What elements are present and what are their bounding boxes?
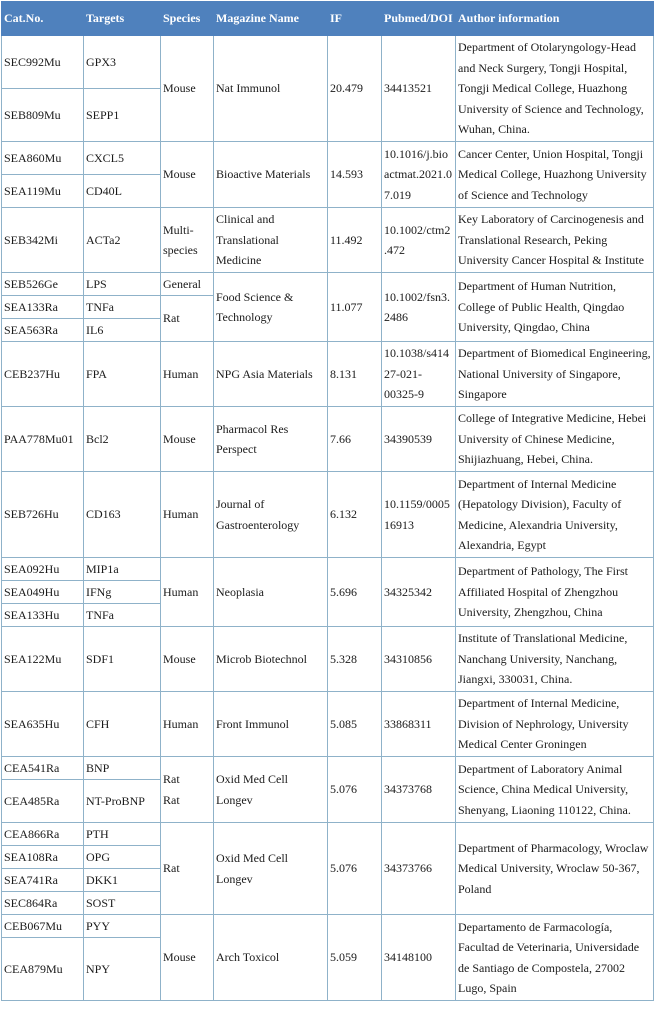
table-row: [2, 142, 654, 175]
author-info-cell: Department of Pathology, The First Affiliated Hospital of Zhengzhou University, Zhengzhou, China: [456, 558, 654, 627]
cat-no-cell: SEB809Mu: [2, 89, 84, 142]
pubmed-doi-cell: 34373768: [382, 757, 456, 823]
table-row: [2, 823, 654, 846]
cat-no-cell: SEA563Ra: [2, 319, 84, 342]
target-cell: PYY: [84, 915, 161, 938]
cat-no-cell: SEB526Ge: [2, 273, 84, 296]
table-row: [2, 472, 654, 558]
author-info-cell: Departamento de Farmacología, Facultad de Veterinaria, Universidade de Santiago de Compostela, 27002 Lugo, Spain: [456, 915, 654, 1001]
target-cell: TNFa: [84, 604, 161, 627]
species-cell: Human: [161, 342, 214, 407]
impact-factor-cell: 5.076: [328, 757, 382, 823]
cat-no-cell: SEA122Mu: [2, 627, 84, 692]
cat-no-cell: CEA541Ra: [2, 757, 84, 780]
target-cell: DKK1: [84, 869, 161, 892]
header-row: [2, 2, 654, 36]
target-cell: CXCL5: [84, 142, 161, 175]
target-cell: IFNg: [84, 581, 161, 604]
author-info-cell: Department of Biomedical Engineering, National University of Singapore, Singapore: [456, 342, 654, 407]
target-cell: Bcl2: [84, 407, 161, 472]
header-species: Species: [161, 2, 214, 36]
magazine-cell: Clinical and Translational Medicine: [214, 208, 328, 273]
table-row: [2, 208, 654, 273]
author-info-cell: Department of Internal Medicine, Division of Nephrology, University Medical Center Groningen: [456, 692, 654, 757]
author-info-cell: Cancer Center, Union Hospital, Tongji Medical College, Huazhong University of Science and Technology: [456, 142, 654, 208]
cat-no-cell: CEB237Hu: [2, 342, 84, 407]
species-cell: General: [161, 273, 214, 296]
magazine-cell: Microb Biotechnol: [214, 627, 328, 692]
cat-no-cell: SEA092Hu: [2, 558, 84, 581]
target-cell: NT-ProBNP: [84, 780, 161, 823]
pubmed-doi-cell: 34310856: [382, 627, 456, 692]
author-info-cell: Institute of Translational Medicine, Nanchang University, Nanchang, Jiangxi, 330031, China.: [456, 627, 654, 692]
cat-no-cell: CEA879Mu: [2, 938, 84, 1001]
species-cell: Human: [161, 472, 214, 558]
impact-factor-cell: 20.479: [328, 36, 382, 142]
target-cell: BNP: [84, 757, 161, 780]
author-info-cell: Department of Laboratory Animal Science, China Medical University, Shenyang, Liaoning 110122, China.: [456, 757, 654, 823]
species-cell: Rat: [161, 296, 214, 342]
cat-no-cell: SEB342Mi: [2, 208, 84, 273]
pubmed-doi-cell: 34325342: [382, 558, 456, 627]
magazine-cell: Bioactive Materials: [214, 142, 328, 208]
species-cell: Mouse: [161, 142, 214, 208]
header-cat-no: Cat.No.: [2, 2, 84, 36]
cat-no-cell: SEA860Mu: [2, 142, 84, 175]
species-cell: Mouse: [161, 915, 214, 1001]
impact-factor-cell: 11.077: [328, 273, 382, 342]
pubmed-doi-cell: 33868311: [382, 692, 456, 757]
pubmed-doi-cell: 10.1038/s41427-021-00325-9: [382, 342, 456, 407]
target-cell: CFH: [84, 692, 161, 757]
magazine-cell: Front Immunol: [214, 692, 328, 757]
cat-no-cell: SEA108Ra: [2, 846, 84, 869]
cat-no-cell: SEB726Hu: [2, 472, 84, 558]
magazine-cell: Oxid Med Cell Longev: [214, 757, 328, 823]
cat-no-cell: SEA635Hu: [2, 692, 84, 757]
table-row: [2, 407, 654, 472]
pubmed-doi-cell: 10.1002/fsn3.2486: [382, 273, 456, 342]
impact-factor-cell: 5.076: [328, 823, 382, 915]
impact-factor-cell: 7.66: [328, 407, 382, 472]
author-info-cell: College of Integrative Medicine, Hebei University of Chinese Medicine, Shijiazhuang, Hebei, China.: [456, 407, 654, 472]
magazine-cell: Food Science & Technology: [214, 273, 328, 342]
impact-factor-cell: 5.085: [328, 692, 382, 757]
author-info-cell: Department of Otolaryngology-Head and Neck Surgery, Tongji Hospital, Tongji Medical College, Huazhong University of Science and Technology, Wuhan, China.: [456, 36, 654, 142]
species-cell: Human: [161, 692, 214, 757]
impact-factor-cell: 14.593: [328, 142, 382, 208]
cat-no-cell: SEA133Ra: [2, 296, 84, 319]
magazine-cell: Neoplasia: [214, 558, 328, 627]
cat-no-cell: SEA049Hu: [2, 581, 84, 604]
cat-no-cell: CEA866Ra: [2, 823, 84, 846]
species-cell: Mouse: [161, 407, 214, 472]
magazine-cell: Arch Toxicol: [214, 915, 328, 1001]
publications-table: [1, 1, 654, 1001]
target-cell: PTH: [84, 823, 161, 846]
target-cell: CD163: [84, 472, 161, 558]
species-cell: Multi-species: [161, 208, 214, 273]
magazine-cell: NPG Asia Materials: [214, 342, 328, 407]
author-info-cell: Department of Pharmacology, Wroclaw Medical University, Wroclaw 50-367, Poland: [456, 823, 654, 915]
cat-no-cell: CEA485Ra: [2, 780, 84, 823]
cat-no-cell: SEA741Ra: [2, 869, 84, 892]
author-info-cell: Department of Internal Medicine (Hepatology Division), Faculty of Medicine, Alexandria University, Alexandria, Egypt: [456, 472, 654, 558]
table-row: [2, 627, 654, 692]
magazine-cell: Pharmacol Res Perspect: [214, 407, 328, 472]
target-cell: MIP1a: [84, 558, 161, 581]
target-cell: ACTa2: [84, 208, 161, 273]
species-cell: Mouse: [161, 36, 214, 142]
impact-factor-cell: 5.059: [328, 915, 382, 1001]
cat-no-cell: SEA119Mu: [2, 175, 84, 208]
target-cell: OPG: [84, 846, 161, 869]
pubmed-doi-cell: 34390539: [382, 407, 456, 472]
target-cell: LPS: [84, 273, 161, 296]
species-cell: Rat: [161, 823, 214, 915]
target-cell: TNFa: [84, 296, 161, 319]
impact-factor-cell: 6.132: [328, 472, 382, 558]
header-pubmed-doi: Pubmed/DOI: [382, 2, 456, 36]
header-author-information: Author information: [456, 2, 654, 36]
target-cell: IL6: [84, 319, 161, 342]
target-cell: FPA: [84, 342, 161, 407]
pubmed-doi-cell: 34373766: [382, 823, 456, 915]
cat-no-cell: SEC864Ra: [2, 892, 84, 915]
table-row: [2, 36, 654, 89]
magazine-cell: Journal of Gastroenterology: [214, 472, 328, 558]
impact-factor-cell: 5.328: [328, 627, 382, 692]
table-row: [2, 915, 654, 938]
species-cell: Human: [161, 558, 214, 627]
cat-no-cell: CEB067Mu: [2, 915, 84, 938]
magazine-cell: Oxid Med Cell Longev: [214, 823, 328, 915]
magazine-cell: Nat Immunol: [214, 36, 328, 142]
cat-no-cell: PAA778Mu01: [2, 407, 84, 472]
author-info-cell: Key Laboratory of Carcinogenesis and Translational Research, Peking University Cancer Hospital & Institute: [456, 208, 654, 273]
pubmed-doi-cell: 10.1002/ctm2.472: [382, 208, 456, 273]
header-if: IF: [328, 2, 382, 36]
species-cell: Mouse: [161, 627, 214, 692]
table-row: [2, 558, 654, 581]
target-cell: GPX3: [84, 36, 161, 89]
author-info-cell: Department of Human Nutrition, College of Public Health, Qingdao University, Qingdao, China: [456, 273, 654, 342]
pubmed-doi-cell: 10.1016/j.bioactmat.2021.07.019: [382, 142, 456, 208]
table-row: [2, 692, 654, 757]
species-cell: Rat Rat: [161, 757, 214, 823]
pubmed-doi-cell: 10.1159/000516913: [382, 472, 456, 558]
table-row: [2, 342, 654, 407]
impact-factor-cell: 11.492: [328, 208, 382, 273]
target-cell: SEPP1: [84, 89, 161, 142]
target-cell: CD40L: [84, 175, 161, 208]
table-row: [2, 273, 654, 296]
header-targets: Targets: [84, 2, 161, 36]
table-row: [2, 757, 654, 780]
target-cell: NPY: [84, 938, 161, 1001]
impact-factor-cell: 5.696: [328, 558, 382, 627]
header-magazine-name: Magazine Name: [214, 2, 328, 36]
target-cell: SOST: [84, 892, 161, 915]
cat-no-cell: SEA133Hu: [2, 604, 84, 627]
pubmed-doi-cell: 34413521: [382, 36, 456, 142]
target-cell: SDF1: [84, 627, 161, 692]
pubmed-doi-cell: 34148100: [382, 915, 456, 1001]
impact-factor-cell: 8.131: [328, 342, 382, 407]
cat-no-cell: SEC992Mu: [2, 36, 84, 89]
